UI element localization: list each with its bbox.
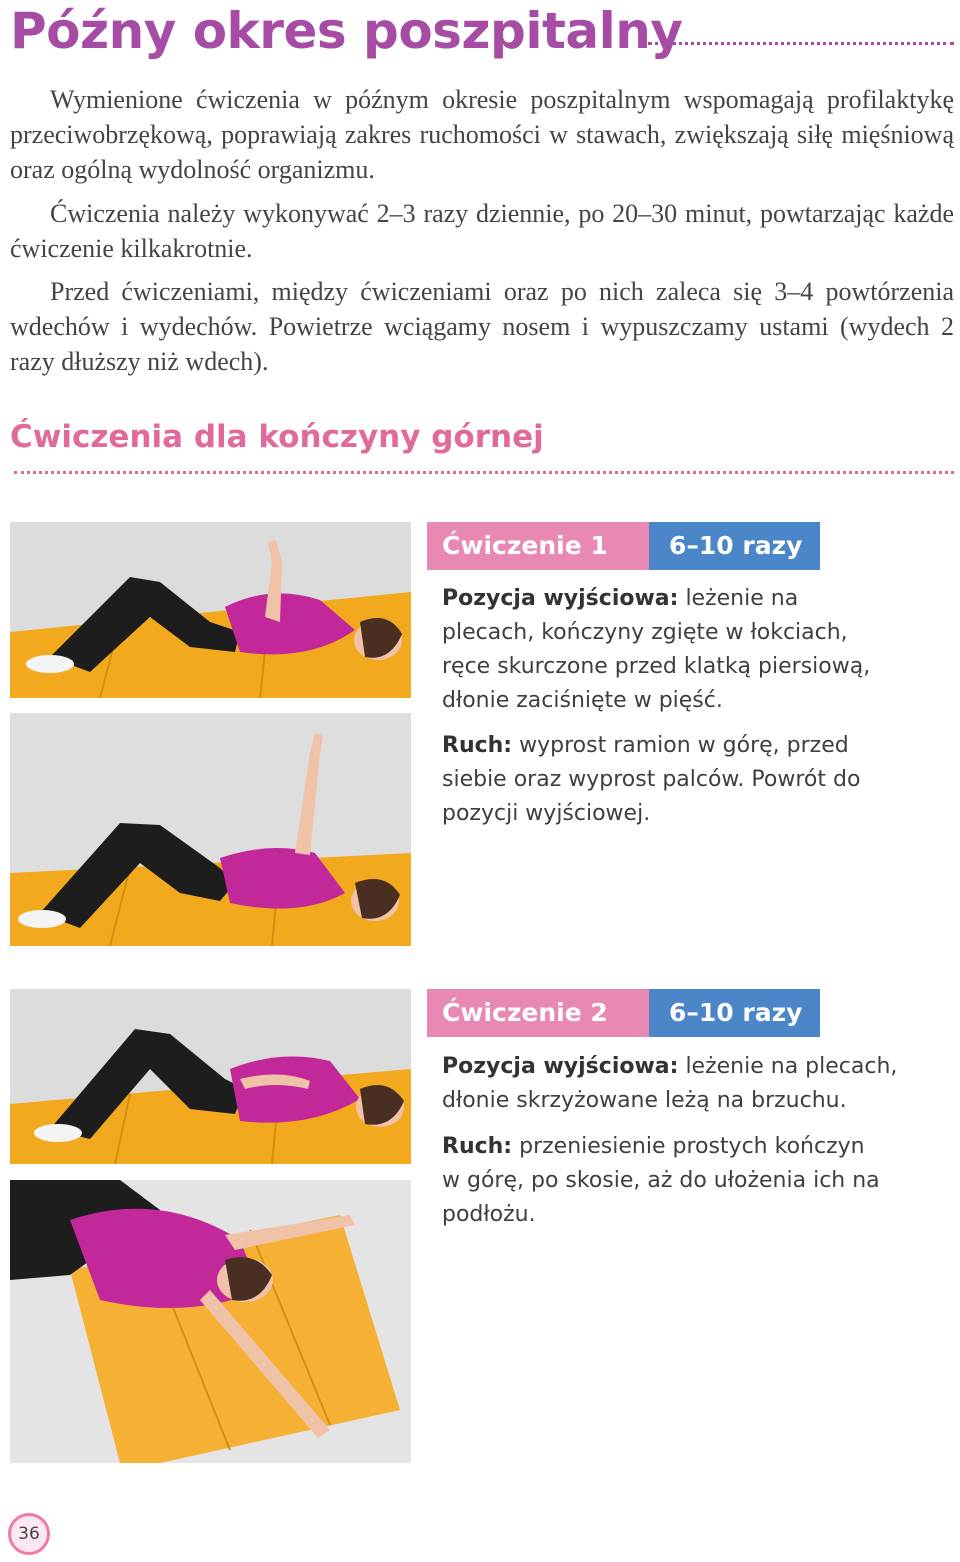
title-dotted-rule <box>648 42 954 45</box>
exercise-1-photo-start <box>10 522 411 698</box>
exercise-1-movement <box>442 729 872 831</box>
exercise-1-reps: 6–10 razy <box>649 522 820 570</box>
intro-paragraph-2-text: Ćwiczenia należy wykonywać 2–3 razy dziennie, po 20–30 minut, powtarzając każde ćwiczenie kilkakrotnie. <box>10 199 954 263</box>
start-position-label: Pozycja wyjściowa: <box>442 586 679 611</box>
exercise-2-label: Ćwiczenie 2 <box>427 989 649 1037</box>
exercise-2-photo-end <box>10 1180 411 1463</box>
intro-paragraph-1-text: Wymienione ćwiczenia w późnym okresie poszpitalnym wspomagają profilaktykę przeciwobrzękową, poprawiają zakres ruchomości w stawach, zwiększają siłę mięśniową oraz ogólną wydolność organizmu. <box>10 85 954 184</box>
exercise-2-reps: 6–10 razy <box>649 989 820 1037</box>
section-dotted-rule <box>14 471 954 474</box>
start-position-text: leżenie na plecach, dłonie skrzyżowane leżą na brzuchu. <box>442 1054 898 1113</box>
start-position-label: Pozycja wyjściowa: <box>442 1054 679 1079</box>
exercise-2-photo-start <box>10 989 411 1164</box>
movement-label: Ruch: <box>442 733 513 758</box>
exercise-1-label: Ćwiczenie 1 <box>427 522 649 570</box>
movement-text: wyprost ramion w górę, przed siebie oraz wyprost palców. Powrót do pozycji wyjściowej. <box>442 733 861 826</box>
movement-label: Ruch: <box>442 1134 513 1159</box>
intro-paragraph-3 <box>10 274 954 379</box>
exercise-1-start-position <box>442 582 872 718</box>
intro-paragraph-3-text: Przed ćwiczeniami, między ćwiczeniami oraz po nich zaleca się 3–4 powtórzenia wdechów i wydechów. Powietrze wciągamy nosem i wypuszczamy ustami (wydech 2 razy dłuższy niż wdech). <box>10 277 954 376</box>
exercise-1-photo-end <box>10 713 411 946</box>
start-position-text: leżenie na plecach, kończyny zgięte w łokciach, ręce skurczone przed klatką piersiową, dłonie zaciśnięte w pięść. <box>442 586 871 713</box>
section-title: Ćwiczenia dla kończyny górnej <box>10 419 544 455</box>
intro-paragraph-2 <box>10 196 954 266</box>
page-number: 36 <box>8 1513 50 1555</box>
exercise-2-start-position <box>442 1050 912 1118</box>
intro-paragraph-1 <box>10 82 954 187</box>
page-title: Późny okres poszpitalny <box>10 2 683 60</box>
movement-text: przeniesienie prostych kończyn w górę, po skosie, aż do ułożenia ich na podłożu. <box>442 1134 880 1227</box>
exercise-2-movement <box>442 1130 882 1232</box>
